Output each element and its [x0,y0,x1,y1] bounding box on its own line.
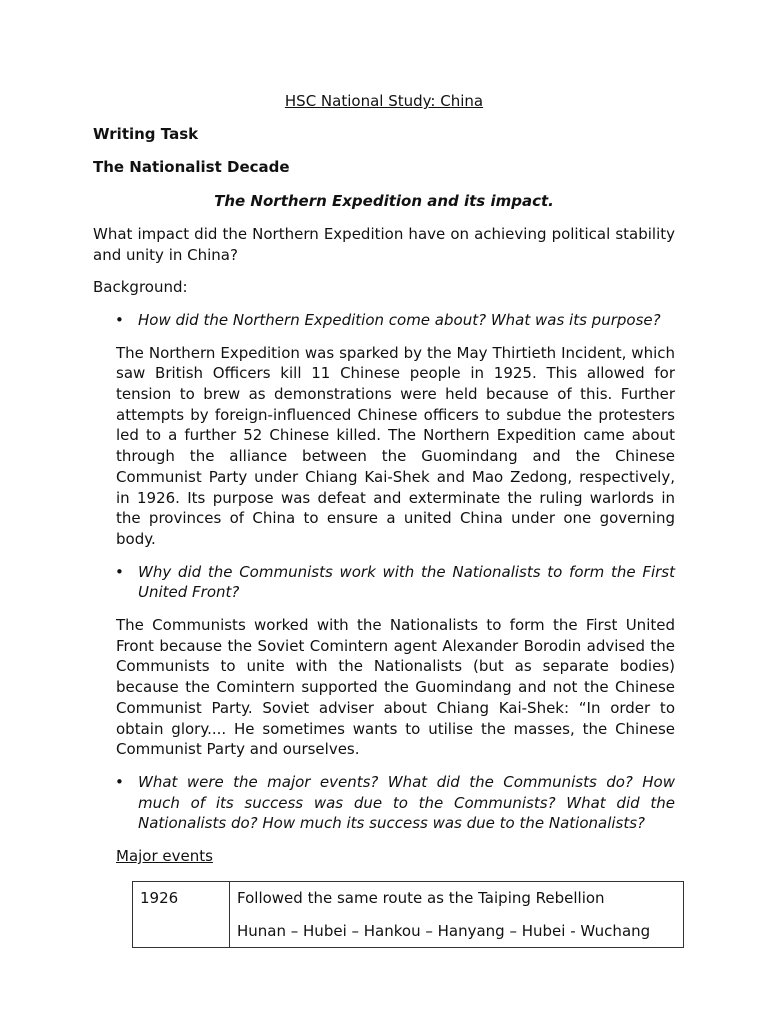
major-events-label: Major events [116,847,213,866]
document-title: HSC National Study: China [284,92,484,110]
bullet-icon: • [115,562,124,581]
event-year-cell: 1926 [133,881,230,947]
bullet-question [93,562,675,603]
section-subtitle: The Northern Expedition and its impact. [214,192,554,211]
event-description-line: Followed the same route as the Taiping Rebellion [237,888,605,907]
bullet-question-text: How did the Northern Expedition come about? What was its purpose? [138,310,661,329]
event-description-line: Hunan – Hubei – Hankou – Hanyang – Hubei - Wuchang [237,921,651,940]
bullet-icon: • [115,772,124,791]
main-question: What impact did the Northern Expedition have on achieving political stability and unity in China? [93,224,675,264]
event-description-cell [230,881,684,947]
background-label: Background: [93,278,188,297]
nationalist-decade-heading: The Nationalist Decade [93,158,290,177]
bullet-answer: The Communists worked with the Nationalists to form the First United Front because the Soviet Comintern agent Alexander Borodin advised the Communists to unite with the Nationalists (but as separate bodies) because the Comintern supported the Guomindang and not the Chinese Communist Party. Soviet adviser about Chiang Kai-Shek: “In order to obtain glory.... He sometimes wants to utilise the masses, the Chinese Communist Party and ourselves. [116,616,675,759]
bullet-question [93,772,675,834]
bullet-question-text: Why did the Communists work with the Nationalists to form the First United Front? [138,562,675,602]
events-table [132,881,684,948]
table-row [133,881,684,947]
document-page [93,91,675,948]
bullet-question [93,310,675,331]
writing-task-heading: Writing Task [93,124,199,143]
bullet-answer: The Northern Expedition was sparked by the May Thirtieth Incident, which saw British Officers kill 11 Chinese people in 1925. This allowed for tension to brew as demonstrations were held because of this. Further attempts by foreign-influenced Chinese officers to subdue the protesters led to a further 52 Chinese killed. The Northern Expedition came about through the alliance between the Guomindang and the Chinese Communist Party under Chiang Kai-Shek and Mao Zedong, respectively, in 1926. Its purpose was defeat and exterminate the ruling warlords in the provinces of China to ensure a united China under one governing body. [116,343,675,548]
bullet-icon: • [115,310,124,329]
bullet-question-text: What were the major events? What did the Communists do? How much of its success was due to the Communists? What did the Nationalists do? How much its success was due to the Nationalists? [138,772,675,833]
